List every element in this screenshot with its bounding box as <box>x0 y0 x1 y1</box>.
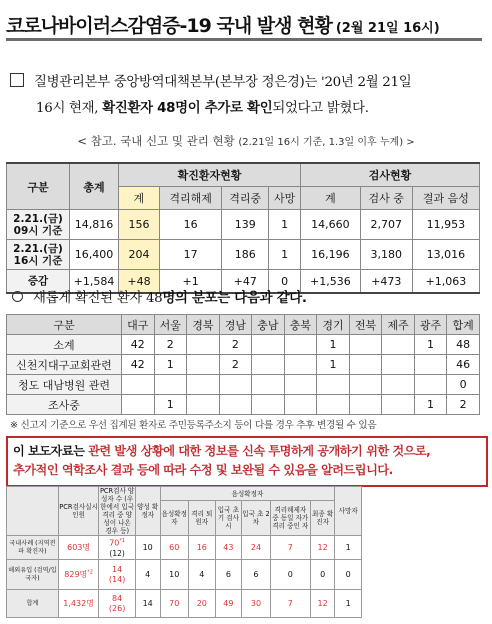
header-cell: 경북 <box>187 315 220 335</box>
table-cell: 603명 <box>58 536 99 560</box>
table-cell <box>382 375 415 395</box>
table-cell: 186 <box>222 240 269 270</box>
table-cell <box>414 375 447 395</box>
table-cell <box>382 355 415 375</box>
header-cell: 격리 퇴원자 <box>189 501 216 536</box>
sub-header: 사망 <box>269 187 301 210</box>
table-cell: 7 <box>270 590 310 618</box>
table-cell: +1,536 <box>301 270 361 294</box>
table-cell <box>154 375 187 395</box>
notice-line-2: 추가적인 역학조사 결과 등에 따라 수정 및 보완될 수 있음을 알려드립니다. <box>13 463 393 477</box>
table-cell: 2 <box>219 355 252 375</box>
header-cell <box>7 487 59 536</box>
table-cell <box>349 375 382 395</box>
table-cell <box>187 395 220 415</box>
table-cell: 1 <box>335 536 362 560</box>
table-cell: 1 <box>317 335 350 355</box>
table-cell: 6 <box>242 560 271 590</box>
table-cell: 204 <box>119 240 160 270</box>
row-label: 합계 <box>7 590 59 618</box>
sub-header: 검사 중 <box>360 187 412 210</box>
header-cell: 음성확정자 <box>160 501 189 536</box>
table-cell: +1 <box>160 270 222 294</box>
table-cell: 84 (26) <box>99 590 135 618</box>
header-cell: 입국 초기 검사 시 <box>215 501 242 536</box>
pcr-summary-table <box>6 486 362 618</box>
table-cell <box>122 375 155 395</box>
table-cell: 24 <box>242 536 271 560</box>
table-cell: 16,400 <box>70 240 119 270</box>
notice-line-1-red: 관련 발생 상황에 대한 정보를 신속 투명하게 공개하기 위한 것으로, <box>88 444 431 458</box>
table-cell <box>252 395 285 415</box>
table-cell <box>219 375 252 395</box>
table-cell: 12 <box>310 590 335 618</box>
table-cell: 2 <box>219 335 252 355</box>
table-cell: 829명$^{*2}$ <box>58 560 99 590</box>
table-cell: 30 <box>242 590 271 618</box>
table-cell: 1 <box>414 335 447 355</box>
header-confirmed: 확진환자현황 <box>119 163 301 187</box>
header-cell: 충북 <box>284 315 317 335</box>
table-cell: 42 <box>122 355 155 375</box>
table-cell: 60 <box>160 536 189 560</box>
table-cell: 0 <box>269 270 301 294</box>
table-cell: 0 <box>310 560 335 590</box>
row-label: 조사중 <box>7 395 122 415</box>
table-cell <box>252 355 285 375</box>
table-cell: 1 <box>335 590 362 618</box>
table-cell: 12 <box>310 536 335 560</box>
page-title: 코로나바이러스감염증-19 국내 발생 현황 <box>6 15 332 37</box>
table-cell <box>414 355 447 375</box>
table-cell: 70$^{*1}$ (12) <box>99 536 135 560</box>
table-cell: 1 <box>154 355 187 375</box>
table-cell: 2 <box>447 395 480 415</box>
table-cell: 2,707 <box>360 210 412 240</box>
reference-note <box>0 133 492 149</box>
header-cell: 입국 초 2차 <box>242 501 271 536</box>
table-cell: 3,180 <box>360 240 412 270</box>
table-cell <box>219 395 252 415</box>
intro-line-2-post: 되었다고 밝혔다. <box>272 101 369 116</box>
table-cell: 20 <box>189 590 216 618</box>
table-cell <box>317 375 350 395</box>
distribution-table <box>6 314 480 415</box>
table-cell: 42 <box>122 335 155 355</box>
table-cell: 14,816 <box>70 210 119 240</box>
sub-header: 격리중 <box>222 187 269 210</box>
header-total: 총계 <box>70 163 119 210</box>
header-cell: 대구 <box>122 315 155 335</box>
row-label: 2.21.(금) 09시 기준 <box>7 210 70 240</box>
table-cell: 13,016 <box>412 240 479 270</box>
checkbox-bullet-icon <box>10 73 24 87</box>
table-cell <box>187 375 220 395</box>
table-cell: +473 <box>360 270 412 294</box>
table-cell: 14,660 <box>301 210 361 240</box>
table-cell: 0 <box>270 560 310 590</box>
title-bar <box>6 6 482 41</box>
table-cell: 156 <box>119 210 160 240</box>
reference-note-small: (2.21일 16시 기준, 1.3일 이후 누계) > <box>238 137 415 148</box>
notice-box <box>6 436 488 487</box>
table-cell <box>382 395 415 415</box>
table-cell: 4 <box>135 560 160 590</box>
table-cell <box>382 335 415 355</box>
intro-line-2-pre: 16시 현재, <box>36 101 103 116</box>
table-cell <box>122 395 155 415</box>
distribution-heading: 새롭게 확진된 환자 48명의 분포는 다음과 같다. <box>12 287 307 306</box>
table-cell: 2 <box>154 335 187 355</box>
header-cell: PCR검사 양성자 수 (우한에서 입국 격리 중 양성이 나온 경우 등) <box>99 487 135 535</box>
reference-note-main: < 참고. 국내 신고 및 관리 현황 <box>77 134 239 148</box>
header-cell: 사망자 <box>335 487 362 536</box>
row-label: 국내사례 (지역전파 확진자) <box>7 536 59 560</box>
header-cell: 경기 <box>317 315 350 335</box>
table-cell: 48 <box>447 335 480 355</box>
table-cell <box>252 375 285 395</box>
table-cell: 46 <box>447 355 480 375</box>
row-label: 소계 <box>7 335 122 355</box>
table-cell: 70 <box>160 590 189 618</box>
row-label: 증감 <box>7 270 70 294</box>
table-cell: 14 (14) <box>99 560 135 590</box>
table-cell: 0 <box>335 560 362 590</box>
page-title-date: (2월 21일 16시) <box>335 21 440 36</box>
table-cell <box>284 335 317 355</box>
table-cell: 49 <box>215 590 242 618</box>
footnote: ※ 신고지 기준으로 우선 집계된 환자로 주민등록주소지 등이 다를 경우 추후 변경될 수 있음 <box>10 420 377 431</box>
table-cell <box>284 395 317 415</box>
table-cell: 11,953 <box>412 210 479 240</box>
intro-paragraph <box>10 70 480 122</box>
header-cell: 구분 <box>7 315 122 335</box>
table-cell: 1 <box>269 210 301 240</box>
header-cell: 최종 확진자 <box>310 501 335 536</box>
table-cell: +1,063 <box>412 270 479 294</box>
table-cell <box>187 335 220 355</box>
header-cell: PCR검사실시 인원 <box>58 487 99 536</box>
table-cell: 16 <box>160 210 222 240</box>
header-cell: 광주 <box>414 315 447 335</box>
intro-line-2-bold: 확진환자 48명이 추가로 확인 <box>102 101 273 116</box>
sub-header: 결과 음성 <box>412 187 479 210</box>
table-cell: 17 <box>160 240 222 270</box>
table-cell: 4 <box>189 560 216 590</box>
header-group: 구분 <box>7 163 70 210</box>
header-cell: 전북 <box>349 315 382 335</box>
table-cell: 10 <box>160 560 189 590</box>
table-cell <box>349 355 382 375</box>
header-cell: 충남 <box>252 315 285 335</box>
table-cell <box>349 395 382 415</box>
sub-header: 격리해제 <box>160 187 222 210</box>
header-cell: 격리해제자 중 동일 자가격리 중인 자 <box>270 501 310 536</box>
table-cell: 1 <box>414 395 447 415</box>
table-cell: 1 <box>154 395 187 415</box>
table-cell <box>284 375 317 395</box>
table-cell: 139 <box>222 210 269 240</box>
table-cell <box>317 395 350 415</box>
header-cell: 합계 <box>447 315 480 335</box>
sub-header: 계 <box>119 187 160 210</box>
table-cell <box>284 355 317 375</box>
table-cell: 16 <box>189 536 216 560</box>
table-cell: +47 <box>222 270 269 294</box>
row-label: 해외유입 (검역/입국자) <box>7 560 59 590</box>
table-cell: +1,584 <box>70 270 119 294</box>
table-cell: +48 <box>119 270 160 294</box>
table-cell: 1 <box>269 240 301 270</box>
header-cell: 제주 <box>382 315 415 335</box>
header-test: 검사현황 <box>301 163 480 187</box>
table-cell <box>187 355 220 375</box>
notice-line-1-pre: 이 보도자료는 <box>13 444 89 458</box>
circle-bullet-icon <box>12 291 23 302</box>
table-cell: 7 <box>270 536 310 560</box>
header-cell: 양성 확정자 <box>135 487 160 536</box>
table-cell <box>349 335 382 355</box>
row-label: 신천지대구교회관련 <box>7 355 122 375</box>
table-cell: 6 <box>215 560 242 590</box>
table-cell: 1 <box>317 355 350 375</box>
table-cell: 14 <box>135 590 160 618</box>
table-cell <box>252 335 285 355</box>
table-cell: 0 <box>447 375 480 395</box>
table-cell: 16,196 <box>301 240 361 270</box>
table-cell: 1,432명 <box>58 590 99 618</box>
status-table <box>6 162 480 294</box>
row-label: 2.21.(금) 16시 기준 <box>7 240 70 270</box>
header-cell: 음성확정자 <box>160 487 335 501</box>
table-cell: 43 <box>215 536 242 560</box>
header-cell: 경남 <box>219 315 252 335</box>
intro-line-1: 질병관리본부 중앙방역대책본부(본부장 정은경)는 '20년 2월 21일 <box>34 75 412 90</box>
header-cell: 서울 <box>154 315 187 335</box>
sub-header: 계 <box>301 187 361 210</box>
table-cell: 10 <box>135 536 160 560</box>
row-label: 청도 대남병원 관련 <box>7 375 122 395</box>
